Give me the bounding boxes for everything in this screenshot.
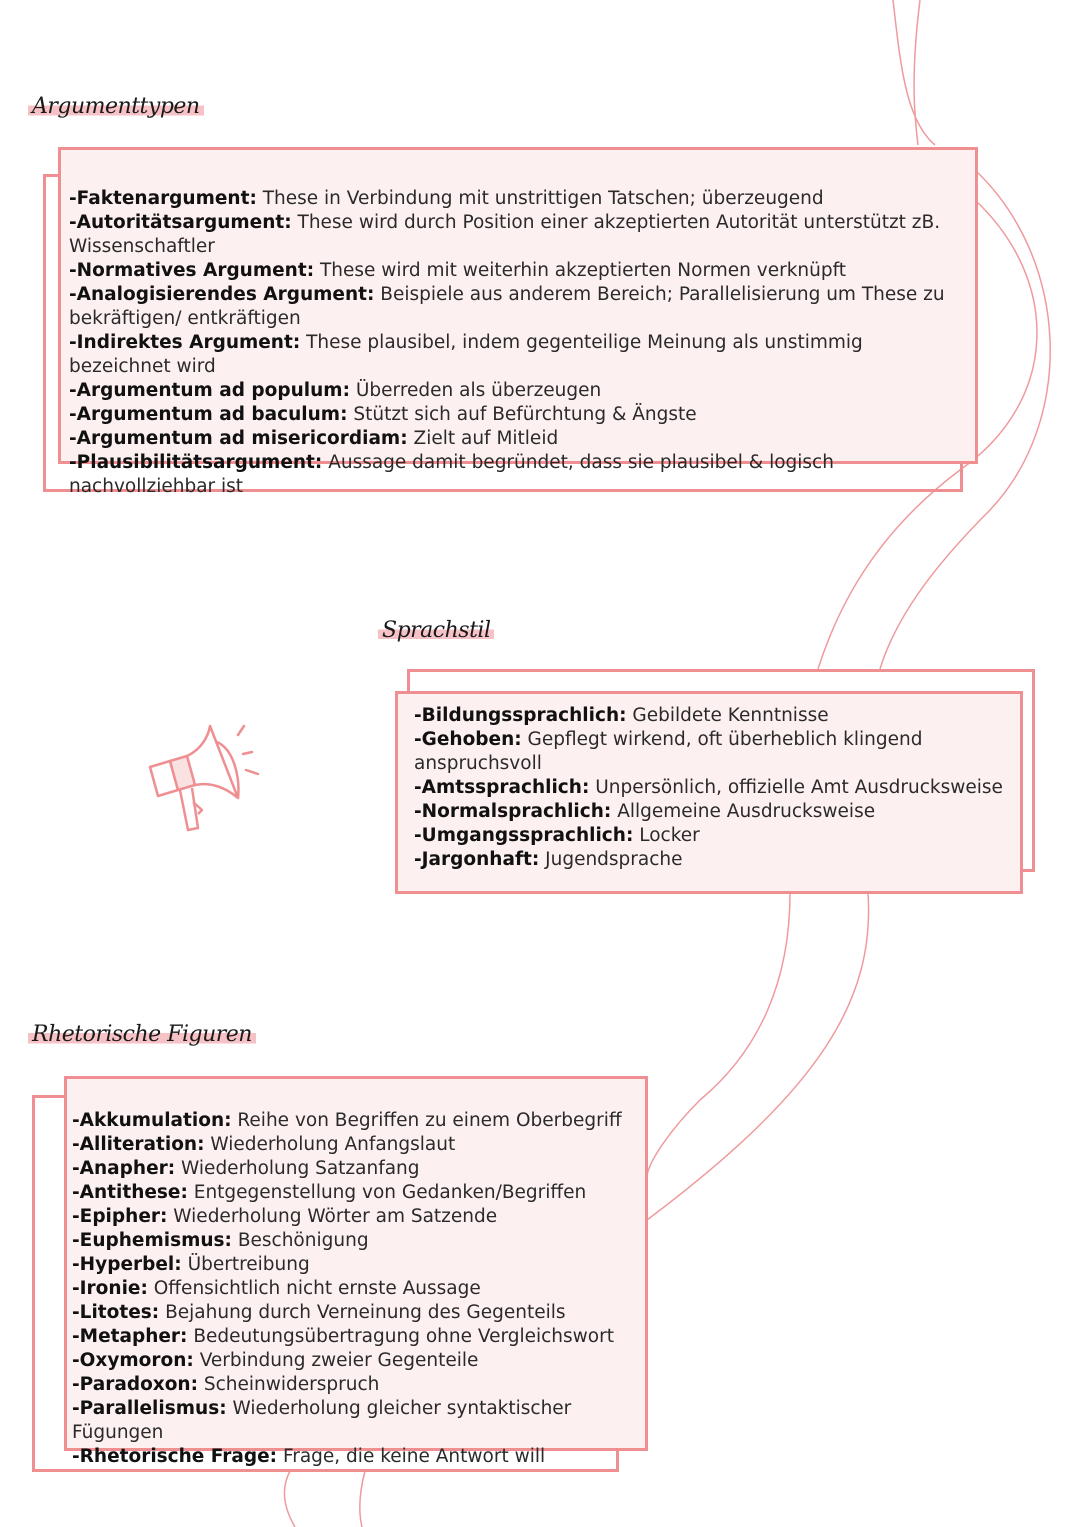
- list-item: [72, 1301, 642, 1325]
- definition: Wiederholung Wörter am Satzende: [173, 1206, 498, 1227]
- definition: Stützt sich auf Befürchtung & Ängste: [353, 404, 697, 425]
- term: -Argumentum ad misericordiam:: [69, 428, 408, 449]
- definition: Reihe von Begriffen zu einem Oberbegriff: [237, 1110, 622, 1131]
- list-item: [72, 1109, 642, 1133]
- section-heading-argumenttypen: Argumenttypen: [28, 94, 204, 119]
- list-item: [72, 1277, 642, 1301]
- definition: These plausibel, indem gegenteilige Meinung als unstimmig bezeichnet wird: [69, 332, 863, 377]
- term: -Litotes:: [72, 1302, 160, 1323]
- list-item: [69, 331, 959, 379]
- term: -Argumentum ad populum:: [69, 380, 350, 401]
- term: -Jargonhaft:: [414, 849, 540, 870]
- term: -Normalsprachlich:: [414, 801, 612, 822]
- list-item: [72, 1349, 642, 1373]
- list-item: [69, 211, 959, 259]
- list-item: [69, 403, 959, 427]
- term: -Antithese:: [72, 1182, 188, 1203]
- term: -Normatives Argument:: [69, 260, 315, 281]
- term: -Anapher:: [72, 1158, 176, 1179]
- term: -Ironie:: [72, 1278, 148, 1299]
- list-item: [69, 259, 959, 283]
- list-item: [414, 848, 1014, 872]
- term: -Analogisierendes Argument:: [69, 284, 375, 305]
- list-item: [72, 1205, 642, 1229]
- definition: Übertreibung: [187, 1254, 310, 1275]
- term: -Alliteration:: [72, 1134, 205, 1155]
- term: -Gehoben:: [414, 729, 522, 750]
- term: -Bildungssprachlich:: [414, 705, 627, 726]
- list-item: [69, 379, 959, 403]
- definition: Beispiele aus anderem Bereich; Parallelisierung um These zu bekräftigen/ entkräftigen: [69, 284, 945, 329]
- term: -Indirektes Argument:: [69, 332, 301, 353]
- definition: Überreden als überzeugen: [355, 380, 602, 401]
- term: -Rhetorische Frage:: [72, 1446, 278, 1467]
- term: -Paradoxon:: [72, 1374, 198, 1395]
- list-item: [72, 1445, 642, 1469]
- list-item: [69, 187, 959, 211]
- term: -Plausibilitätsargument:: [69, 452, 323, 473]
- term: -Hyperbel:: [72, 1254, 182, 1275]
- term: -Umgangssprachlich:: [414, 825, 634, 846]
- term: -Parallelismus:: [72, 1398, 227, 1419]
- list-item: [414, 824, 1014, 848]
- section-heading-rhetorische-figuren: Rhetorische Figuren: [28, 1022, 256, 1047]
- definition: Scheinwiderspruch: [203, 1374, 380, 1395]
- definition: Jugendsprache: [545, 849, 683, 870]
- list-item: [414, 704, 1014, 728]
- definition: Aussage damit begründet, dass sie plausibel & logisch nachvollziehbar ist: [69, 452, 834, 497]
- definition: Gebildete Kenntnisse: [632, 705, 829, 726]
- definition: Bedeutungsübertragung ohne Vergleichswort: [193, 1326, 614, 1347]
- argumenttypen-list: [69, 187, 959, 499]
- definition: Gepflegt wirkend, oft überheblich klingend anspruchsvoll: [414, 729, 923, 774]
- definition: These in Verbindung mit unstrittigen Tatschen; überzeugend: [262, 188, 824, 209]
- rhetorische-figuren-list: [72, 1109, 642, 1469]
- definition: Beschönigung: [237, 1230, 369, 1251]
- term: -Faktenargument:: [69, 188, 257, 209]
- megaphone-icon: [140, 720, 270, 840]
- list-item: [72, 1373, 642, 1397]
- definition: Verbindung zweier Gegenteile: [199, 1350, 479, 1371]
- list-item: [72, 1181, 642, 1205]
- term: -Amtssprachlich:: [414, 777, 590, 798]
- list-item: [72, 1397, 642, 1445]
- list-item: [72, 1253, 642, 1277]
- definition: Zielt auf Mitleid: [413, 428, 559, 449]
- section-heading-sprachstil: Sprachstil: [378, 618, 494, 643]
- definition: Wiederholung gleicher syntaktischer Fügungen: [72, 1398, 572, 1443]
- term: -Euphemismus:: [72, 1230, 232, 1251]
- definition: Allgemeine Ausdrucksweise: [617, 801, 876, 822]
- list-item: [72, 1133, 642, 1157]
- list-item: [69, 283, 959, 331]
- term: -Epipher:: [72, 1206, 168, 1227]
- list-item: [414, 800, 1014, 824]
- definition: These wird mit weiterhin akzeptierten Normen verknüpft: [319, 260, 847, 281]
- list-item: [414, 776, 1014, 800]
- definition: Offensichtlich nicht ernste Aussage: [153, 1278, 481, 1299]
- list-item: [69, 451, 959, 499]
- term: -Autoritätsargument:: [69, 212, 292, 233]
- definition: Wiederholung Satzanfang: [181, 1158, 420, 1179]
- list-item: [72, 1325, 642, 1349]
- definition: Bejahung durch Verneinung des Gegenteils: [165, 1302, 566, 1323]
- term: -Akkumulation:: [72, 1110, 232, 1131]
- definition: These wird durch Position einer akzeptierten Autorität unterstützt zB. Wissenschaftler: [69, 212, 941, 257]
- definition: Wiederholung Anfangslaut: [210, 1134, 456, 1155]
- term: -Oxymoron:: [72, 1350, 194, 1371]
- list-item: [72, 1229, 642, 1253]
- term: -Argumentum ad baculum:: [69, 404, 348, 425]
- sprachstil-list: [414, 704, 1014, 872]
- term: -Metapher:: [72, 1326, 188, 1347]
- list-item: [414, 728, 1014, 776]
- definition: Frage, die keine Antwort will: [282, 1446, 546, 1467]
- definition: Locker: [639, 825, 700, 846]
- definition: Entgegenstellung von Gedanken/Begriffen: [193, 1182, 587, 1203]
- definition: Unpersönlich, offizielle Amt Ausdrucksweise: [595, 777, 1003, 798]
- list-item: [72, 1157, 642, 1181]
- list-item: [69, 427, 959, 451]
